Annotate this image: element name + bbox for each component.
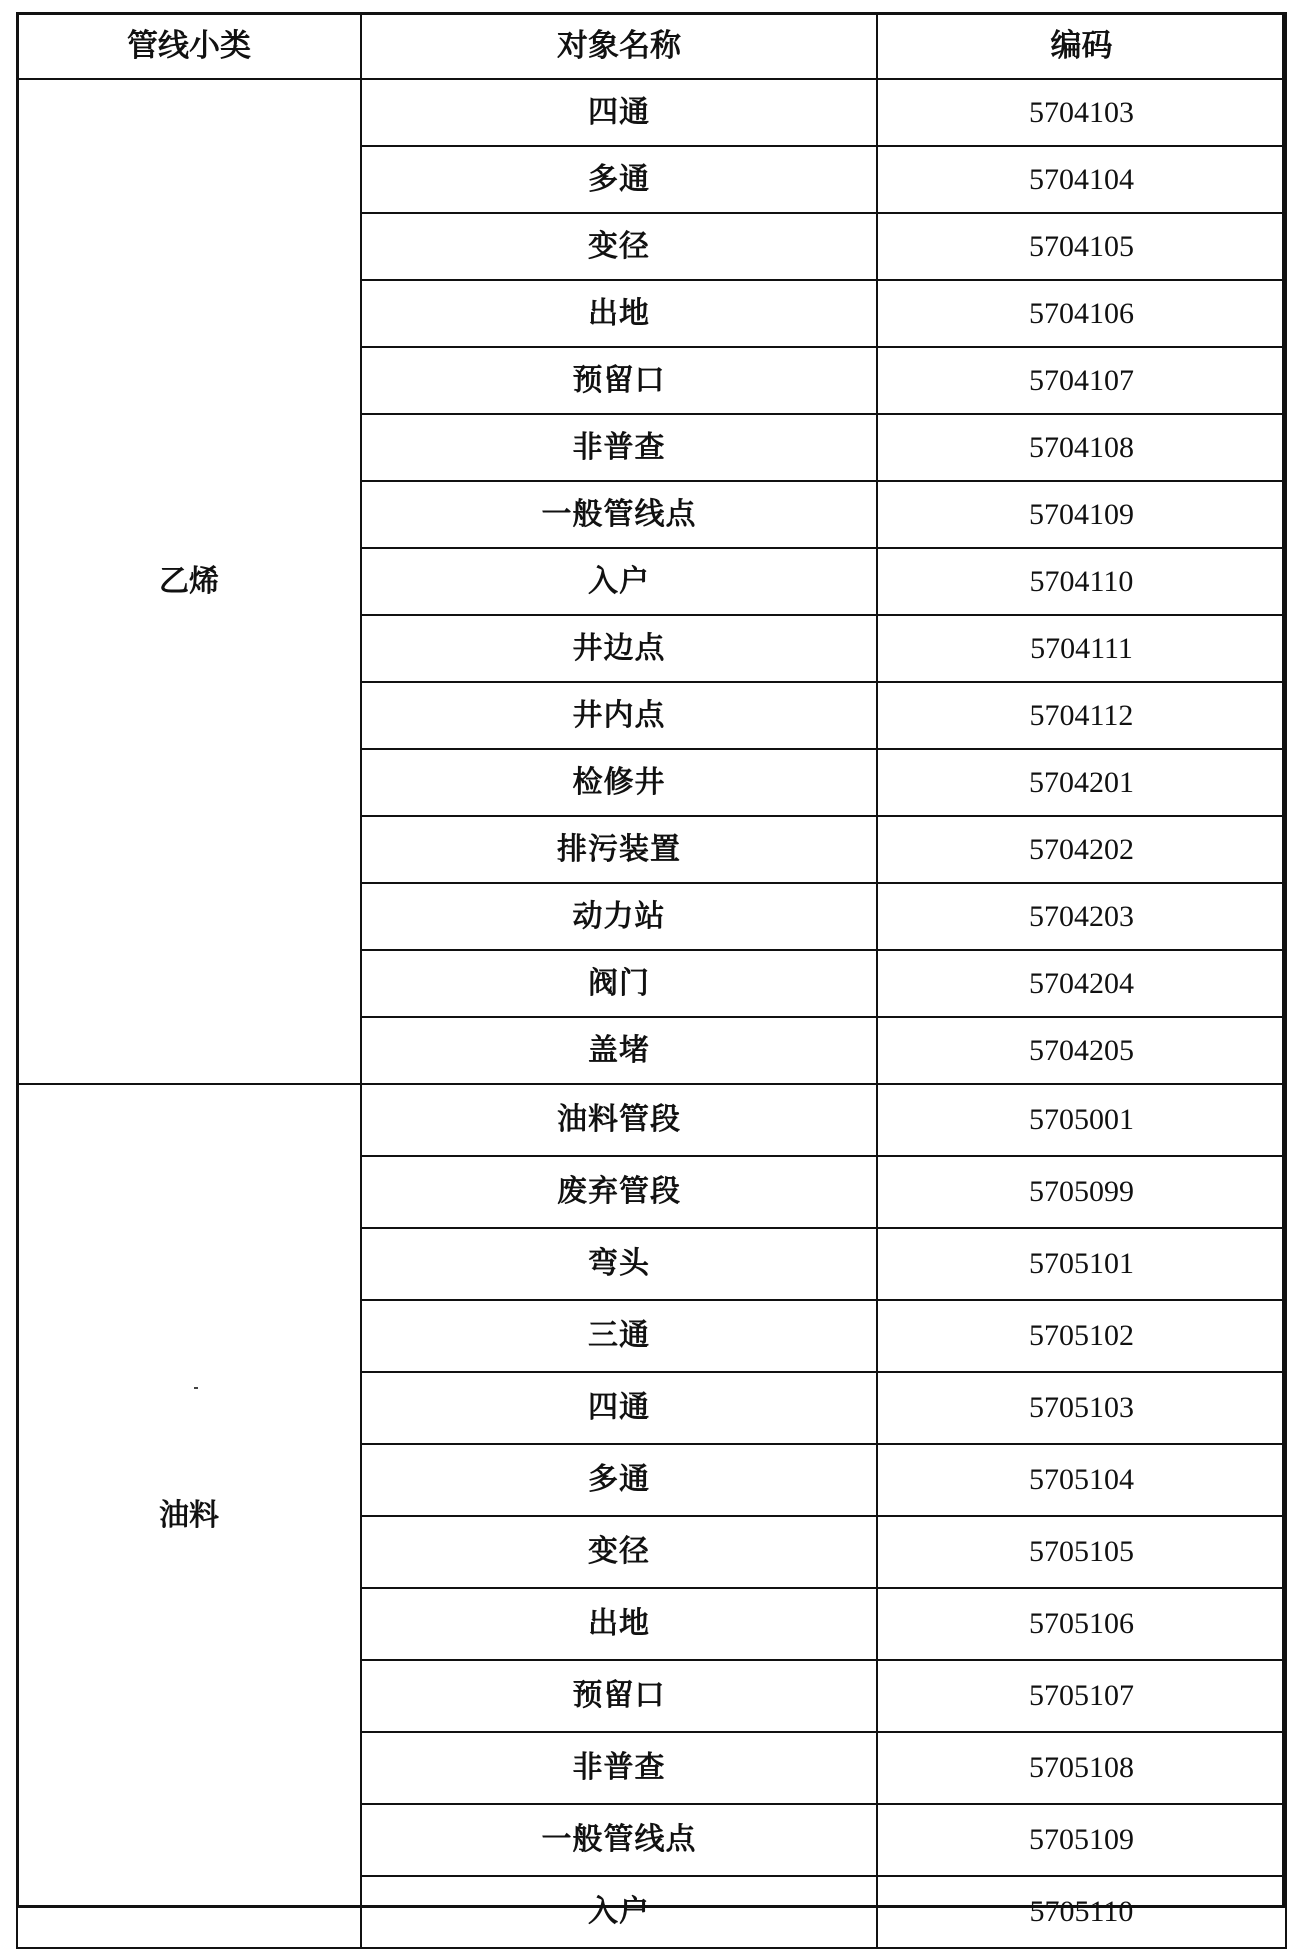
object-name-cell: 一般管线点 bbox=[361, 1804, 877, 1876]
code-cell: 5704112 bbox=[877, 682, 1286, 749]
code-cell: 5705109 bbox=[877, 1804, 1286, 1876]
code-cell: 5704107 bbox=[877, 347, 1286, 414]
category-cell: 油料 bbox=[17, 1084, 361, 1948]
header-code: 编码 bbox=[877, 13, 1286, 79]
pipeline-code-table bbox=[16, 12, 1287, 1949]
document-page bbox=[16, 12, 1285, 1929]
object-name-cell: 出地 bbox=[361, 280, 877, 347]
header-object-name: 对象名称 bbox=[361, 13, 877, 79]
object-name-cell: 四通 bbox=[361, 79, 877, 146]
code-cell: 5704108 bbox=[877, 414, 1286, 481]
object-name-cell: 动力站 bbox=[361, 883, 877, 950]
object-name-cell: 入户 bbox=[361, 548, 877, 615]
header-category: 管线小类 bbox=[17, 13, 361, 79]
code-cell: 5705101 bbox=[877, 1228, 1286, 1300]
code-cell: 5704201 bbox=[877, 749, 1286, 816]
table-row bbox=[17, 1084, 1286, 1156]
object-name-cell: 出地 bbox=[361, 1588, 877, 1660]
object-name-cell: 非普查 bbox=[361, 1732, 877, 1804]
code-cell: 5704203 bbox=[877, 883, 1286, 950]
code-cell: 5705099 bbox=[877, 1156, 1286, 1228]
object-name-cell: 入户 bbox=[361, 1876, 877, 1948]
object-name-cell: 预留口 bbox=[361, 1660, 877, 1732]
code-cell: 5704110 bbox=[877, 548, 1286, 615]
object-name-cell: 预留口 bbox=[361, 347, 877, 414]
code-cell: 5704109 bbox=[877, 481, 1286, 548]
object-name-cell: 井内点 bbox=[361, 682, 877, 749]
object-name-cell: 非普查 bbox=[361, 414, 877, 481]
code-cell: 5704202 bbox=[877, 816, 1286, 883]
object-name-cell: 变径 bbox=[361, 1516, 877, 1588]
code-cell: 5705001 bbox=[877, 1084, 1286, 1156]
object-name-cell: 三通 bbox=[361, 1300, 877, 1372]
table-row bbox=[17, 79, 1286, 146]
object-name-cell: 井边点 bbox=[361, 615, 877, 682]
code-cell: 5705103 bbox=[877, 1372, 1286, 1444]
object-name-cell: 弯头 bbox=[361, 1228, 877, 1300]
code-cell: 5704103 bbox=[877, 79, 1286, 146]
object-name-cell: 检修井 bbox=[361, 749, 877, 816]
code-cell: 5704104 bbox=[877, 146, 1286, 213]
object-name-cell: 油料管段 bbox=[361, 1084, 877, 1156]
scan-speck bbox=[194, 1387, 198, 1389]
code-cell: 5704111 bbox=[877, 615, 1286, 682]
code-cell: 5704205 bbox=[877, 1017, 1286, 1084]
object-name-cell: 多通 bbox=[361, 1444, 877, 1516]
object-name-cell: 废弃管段 bbox=[361, 1156, 877, 1228]
object-name-cell: 阀门 bbox=[361, 950, 877, 1017]
code-cell: 5705105 bbox=[877, 1516, 1286, 1588]
object-name-cell: 四通 bbox=[361, 1372, 877, 1444]
object-name-cell: 一般管线点 bbox=[361, 481, 877, 548]
object-name-cell: 排污装置 bbox=[361, 816, 877, 883]
table-body bbox=[17, 79, 1286, 1948]
object-name-cell: 变径 bbox=[361, 213, 877, 280]
category-cell: 乙烯 bbox=[17, 79, 361, 1084]
code-cell: 5704105 bbox=[877, 213, 1286, 280]
code-cell: 5705110 bbox=[877, 1876, 1286, 1948]
code-cell: 5705107 bbox=[877, 1660, 1286, 1732]
code-cell: 5705108 bbox=[877, 1732, 1286, 1804]
code-cell: 5705102 bbox=[877, 1300, 1286, 1372]
code-cell: 5704106 bbox=[877, 280, 1286, 347]
code-cell: 5705104 bbox=[877, 1444, 1286, 1516]
code-cell: 5704204 bbox=[877, 950, 1286, 1017]
object-name-cell: 盖堵 bbox=[361, 1017, 877, 1084]
object-name-cell: 多通 bbox=[361, 146, 877, 213]
code-cell: 5705106 bbox=[877, 1588, 1286, 1660]
table-header-row bbox=[17, 13, 1286, 79]
